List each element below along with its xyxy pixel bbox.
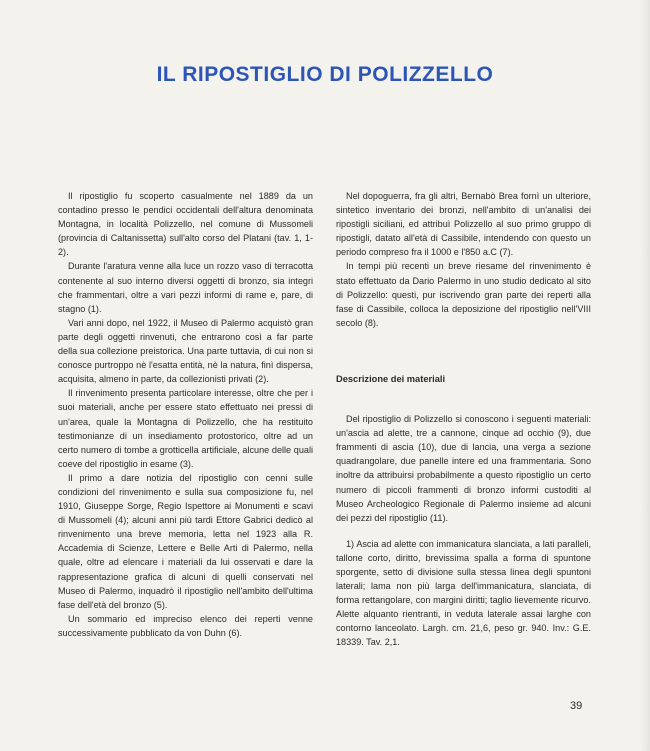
paragraph: Durante l'aratura venne alla luce un rozzo vaso di terracotta contenente al suo interno diversi oggetti di bronzo, sia integri che frammentari, oltre a vari pezzi informi di rame e, pare, di stagno (1). (58, 261, 313, 314)
paragraph: 1) Ascia ad alette con immanicatura slanciata, a lati paralleli, tallone corto, diritto, brevissima spalla a forma di spuntone sporgente, setto di divisione sulla stessa linea degli spuntoni laterali; lama non più larga dell'immanicatura, slanciata, di forma rettangolare, con margini diritti; taglio lievemente ricurvo. Alette alquanto rientranti, in veduta laterale assai larghe con contorno lanceolato. Largh. cm. 21,6, peso gr. 940. Inv.: G.E. 18339. Tav. 2,1. (336, 538, 591, 648)
paragraph: Il rinvenimento presenta particolare interesse, oltre che per i suoi materiali, anche per essere stato effettuato nei pressi di un'area, quale la Montagna di Polizzello, che ha restituito testimonianze di un insediamento protostorico, oltre ad un certo numero di tombe a grotticella artificiale, alcune delle quali coeve del ripostiglio in esame (3). (58, 388, 313, 469)
paragraph: Un sommario ed impreciso elenco dei reperti venne successivamente pubblicato da von Duhn (6). (58, 613, 313, 638)
paragraph: In tempi più recenti un breve riesame del rinvenimento è stato effettuato da Dario Palermo in uno studio dedicato al sito di Polizzello: questi, pur iscrivendo gran parte dei reperti alla fase di Cassibile, colloca la deposizione del ripostiglio nell'VIII secolo (8). (336, 261, 591, 328)
paragraph: Il ripostiglio fu scoperto casualmente nel 1889 da un contadino presso le pendici occidentali dell'altura denominata Montagna, in località Polizzello, nel comune di Mussomeli (provincia di Caltanissetta) sull'alto corso del Platani (tav. 1, 1-2). (58, 191, 313, 258)
paragraph: Del ripostiglio di Polizzello si conoscono i seguenti materiali: un'ascia ad alette, tre a cannone, cinque ad occhio (9), due frammenti di ascia (10), due di lancia, una verga a sezione quadrangolare, due panelle intere ed una frammentaria. Sono inoltre da attribuirsi probabilmente a questo ripostiglio un certo numero di piccoli frammenti di bronzo informi custoditi al Museo Archeologico Regionale di Palermo insieme ad alcuni dei pezzi del ripostiglio (11). (336, 414, 591, 523)
right-column (336, 189, 591, 650)
section-heading: Descrizione dei materiali (336, 373, 446, 384)
paragraph: Nel dopoguerra, fra gli altri, Bernabò Brea fornì un ulteriore, sintetico inventario dei bronzi, nell'ambito di un'analisi dei ripostigli siciliani, ed attribuì Polizzello al suo primo gruppo di ripostigli, datato all'età di Cassibile, intendendo con questo un periodo compreso fra il 1000 e l'850 a.C (7). (336, 191, 591, 258)
page-title: IL RIPOSTIGLIO DI POLIZZELLO (156, 63, 494, 86)
page-edge-shadow (640, 0, 650, 751)
paragraph: Vari anni dopo, nel 1922, il Museo di Palermo acquistò gran parte degli oggetti rinvenuti, che entrarono così a far parte della sua collezione preistorica. Una parte tuttavia, di cui non si conosce purtroppo nè l'esatta entità, nè la natura, finì dispersa, acquisita, almeno in parte, da collezionisti privati (2). (58, 317, 313, 385)
left-column (58, 189, 313, 640)
page-number: 39 (570, 700, 583, 712)
paragraph: Il primo a dare notizia del ripostiglio con cenni sulle condizioni del rinvenimento e sulla sua composizione fu, nel 1910, Giuseppe Sorge, Regio Ispettore ai Monumenti e scavi di Mussomeli (4); alcuni anni più tardi Ettore Gabrici dedicò al rinvenimento una breve memoria, letta nel 1923 alla R. Accademia di Scienze, Lettere e Belle Arti di Palermo, nella quale, oltre ad elencare i materiali da lui osservati e dare la rappresentazione grafica di alcuni di quelli conservati nel Museo di Palermo, inquadrò il ripostiglio nell'ambito dell'ultima fase dell'età del bronzo (5). (58, 472, 313, 610)
